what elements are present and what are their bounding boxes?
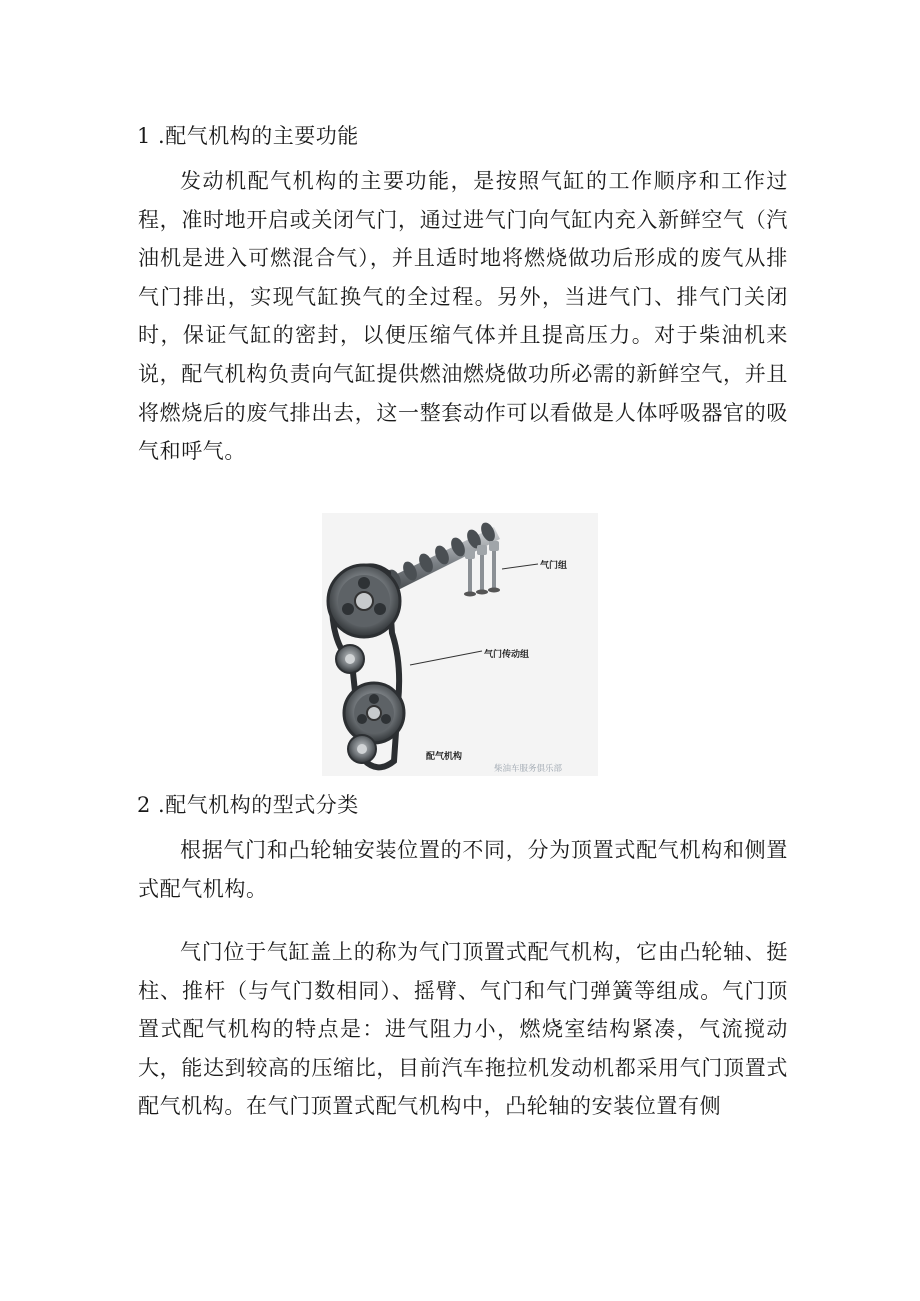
tensioner-pulley — [336, 645, 364, 673]
label-drive-group: 气门传动组 — [484, 650, 530, 660]
section-2-heading: 2 .配气机构的型式分类 — [137, 793, 359, 817]
valve-group — [464, 541, 500, 597]
bottom-small-gear — [348, 735, 376, 763]
valve-group-leader-line — [502, 564, 538, 569]
section-2-paragraph-1: 根据气门和凸轮轴安装位置的不同，分为顶置式配气机构和侧置式配气机构。 — [138, 838, 788, 901]
drive-group-leader-line — [410, 651, 482, 665]
label-caption: 配气机构 — [426, 752, 463, 762]
section-1-heading: 1 .配气机构的主要功能 — [137, 124, 359, 148]
section-1-paragraph: 发动机配气机构的主要功能，是按照气缸的工作顺序和工作过程，准时地开启或关闭气门，通过进气门向气缸内充入新鲜空气（汽油机是进入可燃混合气），并且适时地将燃烧做功后形成的废气从排气门排出，实现气缸换气的全过程。另外，当进气门、排气门关闭时，保证气缸的密封，以便压缩气体并且提高压力。对于柴油机来说，配气机构负责向气缸提供燃油燃烧做功所必需的新鲜空气，并且将燃烧后的废气排出去，这一整套动作可以看做是人体呼吸器官的吸气和呼气。 — [138, 169, 788, 464]
watermark: 柴油车服务俱乐部 — [494, 764, 563, 774]
section-2-paragraph-2: 气门位于气缸盖上的称为气门顶置式配气机构，它由凸轮轴、挺柱、推杆（与气门数相同）、摇臂、气门和气门弹簧等组成。气门顶置式配气机构的特点是：进气阻力小，燃烧室结构紧凑，气流搅动大，能达到较高的压缩比，目前汽车拖拉机发动机都采用气门顶置式配气机构。在气门顶置式配气机构中，凸轮轴的安装位置有侧 — [138, 940, 788, 1119]
valve-train-illustration — [322, 513, 598, 776]
camshaft-pulley — [328, 565, 400, 637]
label-valve-group: 气门组 — [540, 561, 568, 571]
crankshaft-gear — [344, 683, 404, 743]
valve-train-figure — [322, 513, 598, 776]
